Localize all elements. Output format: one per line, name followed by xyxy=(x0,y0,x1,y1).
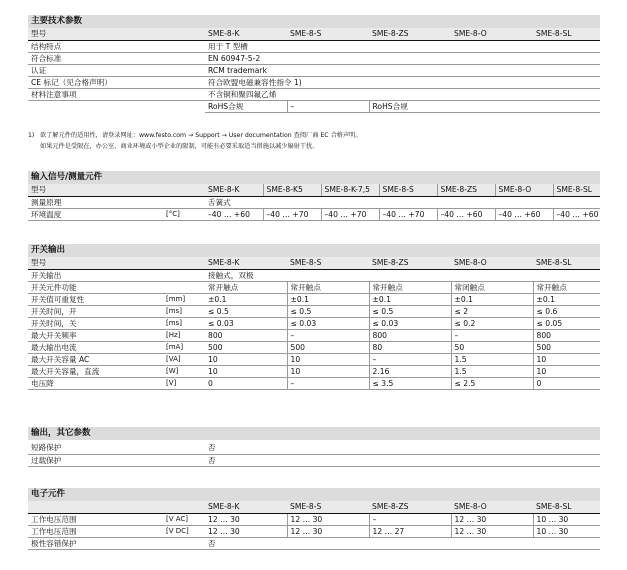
row-value: RoHS合规 xyxy=(369,100,600,112)
section-title-electronics: 电子元件 xyxy=(28,488,600,501)
row-value: 12 … 30 xyxy=(287,513,369,525)
row-value: 舌簧式 xyxy=(205,196,600,208)
table-row xyxy=(28,196,600,208)
row-label: 工作电压范围 xyxy=(28,513,163,525)
row-value: 常闭触点 xyxy=(451,281,533,293)
row-value: ≤ 0.2 xyxy=(451,317,533,329)
row-value: –40 … +60 xyxy=(495,208,553,220)
header-cell: SME-8-ZS xyxy=(369,28,451,40)
row-label xyxy=(28,100,205,112)
row-unit: [V DC] xyxy=(163,525,205,537)
table-row xyxy=(28,525,600,537)
row-value: 800 xyxy=(533,329,600,341)
row-value: 常开触点 xyxy=(533,281,600,293)
row-value: ≤ 0.6 xyxy=(533,305,600,317)
header-cell: SME-8-K-7,5 xyxy=(321,184,379,196)
row-value: 常开触点 xyxy=(205,281,287,293)
row-value: – xyxy=(369,513,451,525)
table-row xyxy=(28,208,600,220)
row-value: ≤ 0.03 xyxy=(369,317,451,329)
row-value: –40 … +60 xyxy=(205,208,263,220)
row-label: 开关值可重复性 xyxy=(28,293,163,305)
row-value: 500 xyxy=(533,341,600,353)
row-label: 电压降 xyxy=(28,377,163,389)
table-row xyxy=(28,64,600,76)
row-value: –40 … +70 xyxy=(379,208,437,220)
table-header-row xyxy=(28,184,600,196)
table-header-row xyxy=(28,257,600,269)
row-unit: [mm] xyxy=(163,293,205,305)
switch-spec-table xyxy=(28,257,600,390)
header-cell: SME-8-ZS xyxy=(437,184,495,196)
table-row xyxy=(28,100,600,112)
row-label: 短路保护 xyxy=(28,442,205,454)
row-value: – xyxy=(369,353,451,365)
row-value: 10 xyxy=(533,353,600,365)
header-cell: SME-8-ZS xyxy=(369,501,451,513)
table-row xyxy=(28,40,600,52)
row-value: 10 xyxy=(533,365,600,377)
table-row xyxy=(28,341,600,353)
row-value: 常开触点 xyxy=(369,281,451,293)
table-row xyxy=(28,537,600,549)
row-label: 开关时间，开 xyxy=(28,305,163,317)
row-value: 800 xyxy=(205,329,287,341)
table-row xyxy=(28,281,600,293)
row-label: 工作电压范围 xyxy=(28,525,163,537)
footnote-line-2: 如果元件是受限在，办公室、商业环境或小型企业的限制，可能有必要采取适当措施以减少辐射干扰。 xyxy=(40,143,319,150)
row-unit: [W] xyxy=(163,365,205,377)
row-value: –40 … +60 xyxy=(437,208,495,220)
row-value: 常开触点 xyxy=(287,281,369,293)
row-label: 测量原理 xyxy=(28,196,205,208)
row-value: 否 xyxy=(205,454,600,466)
row-unit: [Hz] xyxy=(163,329,205,341)
row-value: 12 … 27 xyxy=(369,525,451,537)
row-value: – xyxy=(287,329,369,341)
row-label: 最大开关容量，直流 xyxy=(28,365,163,377)
row-value: 不含铜和聚四氟乙烯 xyxy=(205,88,600,100)
row-value: ≤ 3.5 xyxy=(369,377,451,389)
table-row xyxy=(28,377,600,389)
table-row xyxy=(28,76,600,88)
row-value: RCM trademark xyxy=(205,64,600,76)
row-value: 用于 T 型槽 xyxy=(205,40,600,52)
table-row xyxy=(28,293,600,305)
row-label: 开关输出 xyxy=(28,269,205,281)
row-value: 12 … 30 xyxy=(205,513,287,525)
table-row xyxy=(28,317,600,329)
row-value: 12 … 30 xyxy=(451,513,533,525)
header-cell: SME-8-O xyxy=(451,501,533,513)
row-label: 结构特点 xyxy=(28,40,205,52)
row-unit: [mA] xyxy=(163,341,205,353)
table-row xyxy=(28,513,600,525)
row-value: ≤ 2.5 xyxy=(451,377,533,389)
row-label: 最大开关容量 AC xyxy=(28,353,163,365)
row-label: 过载保护 xyxy=(28,454,205,466)
row-value: 10 xyxy=(205,365,287,377)
header-cell: SME-8-K xyxy=(205,501,287,513)
header-cell: SME-8-K xyxy=(205,257,287,269)
row-value: 12 … 30 xyxy=(451,525,533,537)
header-cell: SME-8-SL xyxy=(533,257,600,269)
footnote-text: 欲了解元件的适用性，请登录网址：www.festo.com → Support → User documentation 查阅厂商 EC 合格声明。 xyxy=(40,132,362,139)
row-label: 开关元件功能 xyxy=(28,281,163,293)
row-label: 符合标准 xyxy=(28,52,205,64)
row-label: 极性容错保护 xyxy=(28,537,205,549)
table-row xyxy=(28,88,600,100)
row-value: ±0.1 xyxy=(205,293,287,305)
table-row xyxy=(28,353,600,365)
table-row xyxy=(28,329,600,341)
row-value: 2.16 xyxy=(369,365,451,377)
row-value: 12 … 30 xyxy=(287,525,369,537)
table-row xyxy=(28,305,600,317)
row-label: 开关时间，关 xyxy=(28,317,163,329)
row-label: 材料注意事项 xyxy=(28,88,205,100)
row-unit xyxy=(163,281,205,293)
row-unit: [°C] xyxy=(163,208,205,220)
row-unit: [ms] xyxy=(163,305,205,317)
row-value: 1.5 xyxy=(451,365,533,377)
row-value: – xyxy=(287,377,369,389)
header-cell: SME-8-O xyxy=(451,28,533,40)
row-value: ≤ 0.03 xyxy=(205,317,287,329)
row-label: 最大开关频率 xyxy=(28,329,163,341)
footnote-number: 1) xyxy=(28,132,35,139)
row-value: ≤ 0.5 xyxy=(287,305,369,317)
row-value: ≤ 0.5 xyxy=(369,305,451,317)
table-row xyxy=(28,454,600,466)
header-cell: SME-8-SL xyxy=(533,501,600,513)
row-value: –40 … +70 xyxy=(263,208,321,220)
header-cell: SME-8-O xyxy=(451,257,533,269)
header-cell: 型号 xyxy=(28,28,205,40)
row-value: ≤ 0.5 xyxy=(205,305,287,317)
row-value: ≤ 0.05 xyxy=(533,317,600,329)
row-value: –40 … +70 xyxy=(321,208,379,220)
main-spec-table xyxy=(28,28,600,113)
row-value: – xyxy=(287,100,369,112)
header-cell: 型号 xyxy=(28,184,205,196)
row-value: 否 xyxy=(205,537,600,549)
row-label: 最大输出电流 xyxy=(28,341,163,353)
row-value: ≤ 0.03 xyxy=(287,317,369,329)
table-row xyxy=(28,52,600,64)
row-value: ±0.1 xyxy=(451,293,533,305)
row-value: 80 xyxy=(369,341,451,353)
table-row xyxy=(28,269,600,281)
row-value: ±0.1 xyxy=(287,293,369,305)
row-value: 1.5 xyxy=(451,353,533,365)
header-cell: SME-8-K xyxy=(205,28,287,40)
row-label: CE 标记（见合格声明） xyxy=(28,76,205,88)
row-value: 10 xyxy=(205,353,287,365)
row-value: 否 xyxy=(205,442,600,454)
header-cell: SME-8-SL xyxy=(533,28,600,40)
row-value: – xyxy=(451,329,533,341)
row-value: 500 xyxy=(287,341,369,353)
header-cell: 型号 xyxy=(28,257,205,269)
header-cell: SME-8-ZS xyxy=(369,257,451,269)
header-cell: SME-8-K xyxy=(205,184,263,196)
row-value: 接触式，双极 xyxy=(205,269,600,281)
other-spec-table xyxy=(28,442,600,467)
table-row xyxy=(28,442,600,454)
section-title-other: 输出，其它参数 xyxy=(28,427,600,440)
row-value: 12 … 30 xyxy=(205,525,287,537)
row-label: 认证 xyxy=(28,64,205,76)
header-cell: SME-8-S xyxy=(287,28,369,40)
row-value: 10 … 30 xyxy=(533,513,600,525)
header-cell xyxy=(28,501,205,513)
section-title-input: 输入信号/测量元件 xyxy=(28,171,600,184)
header-cell: SME-8-S xyxy=(287,257,369,269)
row-value: RoHS合规 xyxy=(205,100,287,112)
header-cell: SME-8-K5 xyxy=(263,184,321,196)
table-row xyxy=(28,365,600,377)
row-value: 符合欧盟电磁兼容性指令 1) xyxy=(205,76,600,88)
table-header-row xyxy=(28,501,600,513)
row-value: 10 xyxy=(287,365,369,377)
header-cell: SME-8-S xyxy=(379,184,437,196)
row-unit: [ms] xyxy=(163,317,205,329)
row-value: 50 xyxy=(451,341,533,353)
row-unit: [VA] xyxy=(163,353,205,365)
row-value: ≤ 2 xyxy=(451,305,533,317)
row-value: 500 xyxy=(205,341,287,353)
header-cell: SME-8-S xyxy=(287,501,369,513)
row-label: 环境温度 xyxy=(28,208,163,220)
section-title-switch: 开关输出 xyxy=(28,244,600,257)
footnote-line-1 xyxy=(28,131,362,141)
table-header-row xyxy=(28,28,600,40)
header-cell: SME-8-O xyxy=(495,184,553,196)
row-value: EN 60947-5-2 xyxy=(205,52,600,64)
row-value: 10 xyxy=(287,353,369,365)
header-cell: SME-8-SL xyxy=(553,184,600,196)
row-value: –40 … +60 xyxy=(553,208,600,220)
section-title-main: 主要技术参数 xyxy=(28,15,600,28)
row-value: 0 xyxy=(533,377,600,389)
row-value: 0 xyxy=(205,377,287,389)
row-value: ±0.1 xyxy=(369,293,451,305)
row-value: ±0.1 xyxy=(533,293,600,305)
input-spec-table xyxy=(28,184,600,221)
row-value: 10 … 30 xyxy=(533,525,600,537)
row-unit: [V AC] xyxy=(163,513,205,525)
row-unit: [V] xyxy=(163,377,205,389)
row-value: 800 xyxy=(369,329,451,341)
electronics-spec-table xyxy=(28,501,600,550)
